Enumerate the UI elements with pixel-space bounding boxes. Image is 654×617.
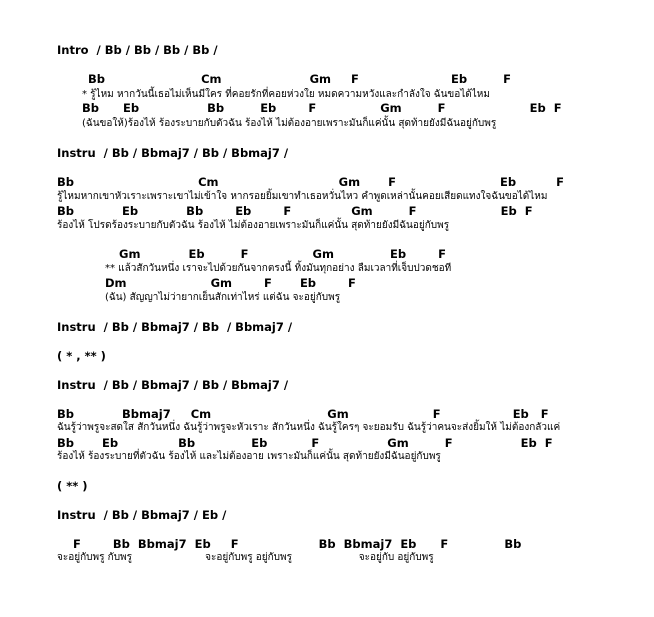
- instrumental-line: Instru / Bb / Bbmaj7 / Bb / Bbmaj7 /: [57, 320, 293, 334]
- lyric-line: (ฉันขอให้)ร้องไห้ ร้องระบายกับตัวฉัน ร้องไห้ ไม่ต้องอายเพราะมันก็แค่นั้น สุดท้ายยังมีฉันอยู่กับพรู: [82, 118, 497, 129]
- chord-line: Bb Bbmaj7 Cm Gm F Eb F: [57, 407, 549, 421]
- lyric-line: ร้องไห้ ร้องระบายที่ตัวฉัน ร้องไห้ และไม่ต้องอาย เพราะมันก็แค่นั้น สุดท้ายยังมีฉันอยู่กับพรู: [57, 451, 441, 462]
- lyric-line: ** แล้วสักวันหนึ่ง เราจะไปด้วยกันจากตรงนี้ ทิ้งมันทุกอย่าง ลืมเวลาที่เจ็บปวดชอที: [105, 263, 452, 274]
- instrumental-line: Instru / Bb / Bbmaj7 / Eb /: [57, 508, 227, 522]
- instrumental-line: Instru / Bb / Bbmaj7 / Bb / Bbmaj7 /: [57, 146, 289, 160]
- chord-line: Bb Cm Gm F Eb F: [57, 175, 565, 189]
- chord-line: Bb Cm Gm F Eb F: [88, 72, 511, 86]
- intro-line: Intro / Bb / Bb / Bb / Bb /: [57, 43, 218, 57]
- lyric-line: รู้ไหมหากเขาหัวเราะเพราะเขาไม่เข้าใจ หากรอยยิ้มเขาทำเธอหวั่นไหว คำพูดเหล่านั้นคอยเสียดแทงใจฉันขอได้ไหม: [57, 191, 548, 202]
- repeat-marker: ( * , ** ): [57, 349, 106, 363]
- chord-line: Bb Eb Bb Eb F Gm F Eb F: [57, 204, 533, 218]
- lyric-line: ร้องไห้ โปรดร้องระบายกับตัวฉัน ร้องไห้ ไม่ต้องอายเพราะมันก็แค่นั้น สุดท้ายยังมีฉันอยู่กับพรู: [57, 220, 450, 231]
- chord-line: F Bb Bbmaj7 Eb F Bb Bbmaj7 Eb F Bb: [57, 537, 522, 551]
- chord-line: Bb Eb Bb Eb F Gm F Eb F: [82, 101, 562, 115]
- instrumental-line: Instru / Bb / Bbmaj7 / Bb / Bbmaj7 /: [57, 378, 289, 392]
- lyric-line: (ฉัน) สัญญาไม่ว่ายากเย็นสักเท่าไหร่ แต่ฉัน จะอยู่กับพรู: [105, 292, 341, 303]
- chord-line: Bb Eb Bb Eb F Gm F Eb F: [57, 436, 553, 450]
- lyric-line: ฉันรู้ว่าพรูจะสดใส สักวันหนึ่ง ฉันรู้ว่าพรูจะหัวเราะ สักวันหนึ่ง ฉันรู้ใครๆ จะยอมรับ ฉันรู้ว่าคนจะส่งยิ้มให้ ไม่ต้องกลัวแค่: [57, 422, 561, 433]
- lyric-line: จะอยู่กับพรู กับพรู จะอยู่กับพรู อยู่กับพรู จะอยู่กับ อยู่กับพรู: [57, 552, 434, 563]
- lyric-line: * รู้ไหม หากวันนี้เธอไม่เห็นมีใคร ที่คอยรักที่คอยห่วงใย หมดความหวังและกำลังใจ ฉันขอได้ไหม: [82, 89, 490, 100]
- chord-line: Dm Gm F Eb F: [105, 276, 356, 290]
- chord-line: Gm Eb F Gm Eb F: [119, 247, 446, 261]
- repeat-marker: ( ** ): [57, 479, 88, 493]
